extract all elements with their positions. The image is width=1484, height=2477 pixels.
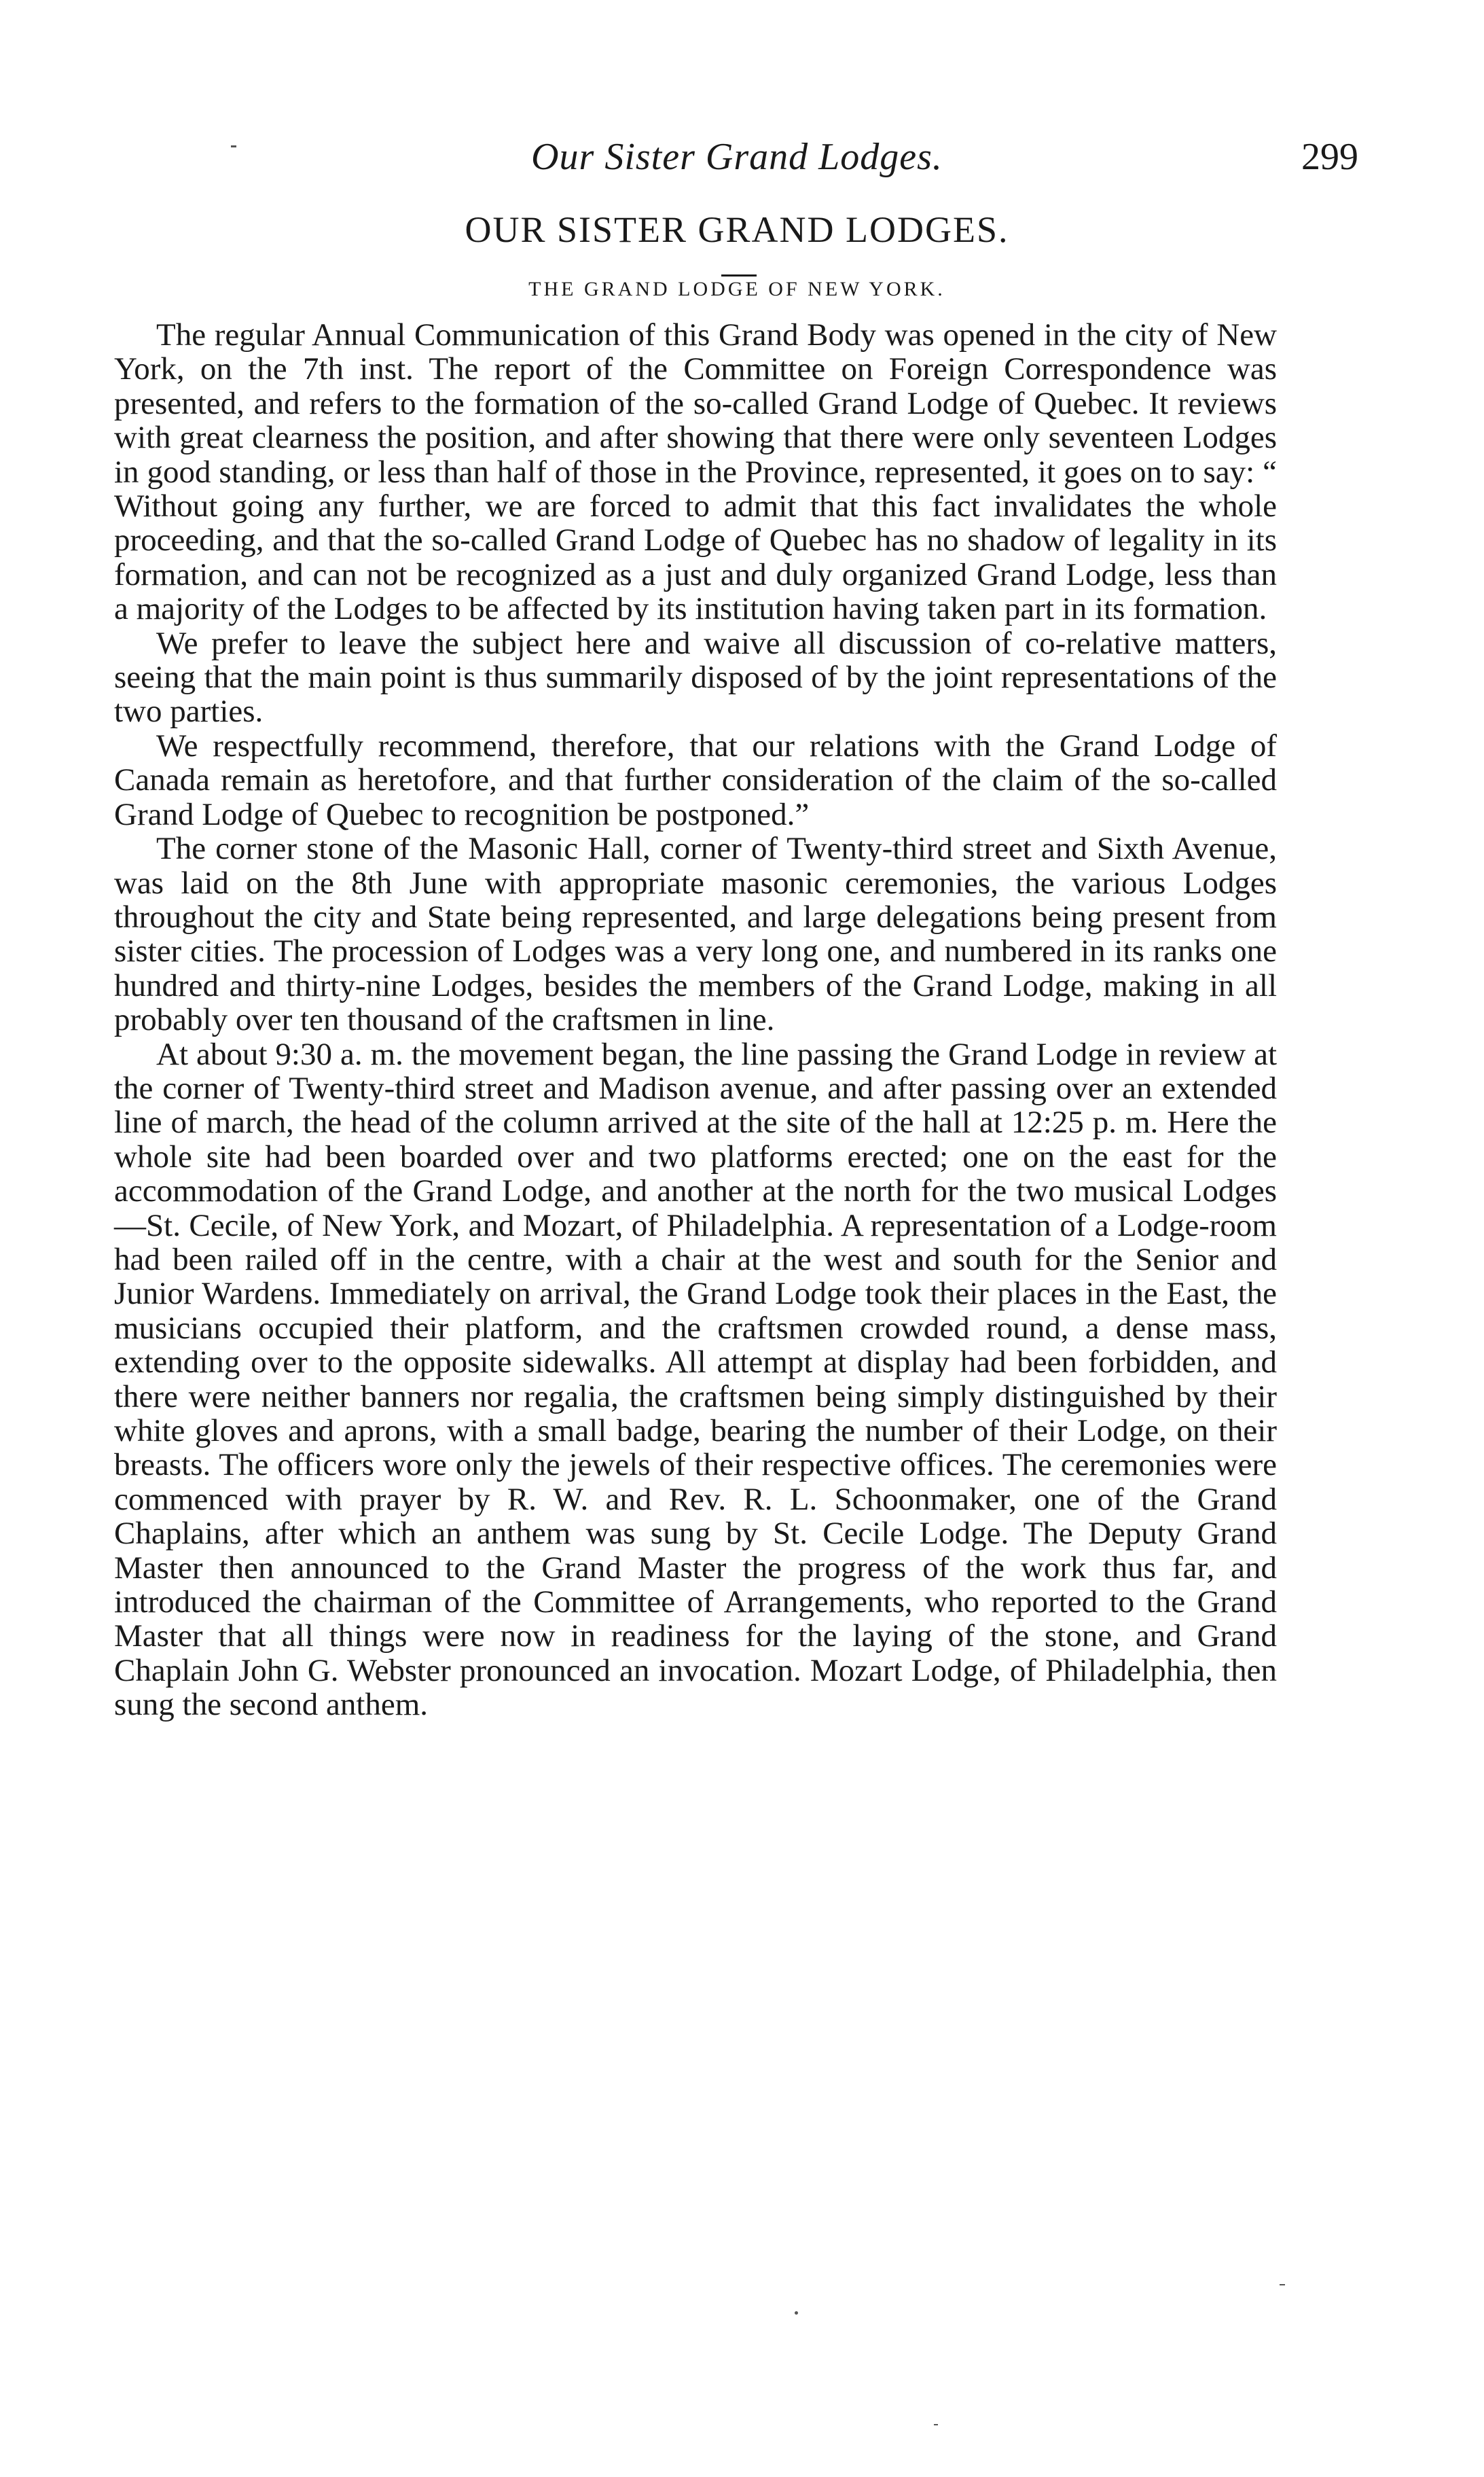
- paragraph-2: We prefer to leave the subject here and waive all discussion of co-relative matters, seeing that the main point is thus summarily disposed of by the joint representations of the two parties.: [114, 625, 1277, 730]
- print-speck: [1280, 2284, 1285, 2285]
- paragraph-3: We respectfully recommend, therefore, that our relations with the Grand Lodge of Canada remain as heretofore, and that further consideration of the claim of the so-called Grand Lodge of Quebec to recognition be postponed.”: [114, 728, 1277, 832]
- article-subtitle: THE GRAND LODGE OF NEW YORK.: [528, 278, 945, 300]
- print-speck: [795, 2311, 798, 2315]
- running-head: [115, 133, 1358, 188]
- paragraph-4: The corner stone of the Masonic Hall, corner of Twenty-third street and Sixth Avenue, was laid on the 8th June with appropriate masonic ceremonies, the various Lodges throughout the city and State being represented, and large delegations being present from sister cities. The procession of Lodges was a very long one, and numbered in its ranks one hundred and thirty-nine Lodges, besides the members of the Grand Lodge, making in all probably over ten thousand of the craftsmen in line.: [114, 831, 1277, 1038]
- page-number: 299: [1301, 136, 1358, 178]
- paragraph-5: At about 9:30 a. m. the movement began, the line passing the Grand Lodge in review at the corner of Twenty-third street and Madison avenue, and after passing over an extended line of march, the head of the column arrived at the site of the hall at 12:25 p. m. Here the whole site had been boarded over and two platforms erected; one on the east for the accommodation of the Grand Lodge, and another at the north for the two musical Lodges—St. Cecile, of New York, and Mozart, of Philadelphia. A representation of a Lodge-room had been railed off in the centre, with a chair at the west and south for the Senior and Junior Wardens. Immediately on arrival, the Grand Lodge took their places in the East, the musicians occupied their platform, and the craftsmen crowded round, a dense mass, extending over to the opposite sidewalks. All attempt at display had been forbidden, and there were neither banners nor regalia, the craftsmen being simply distinguished by their white gloves and aprons, with a small badge, bearing the number of their Lodge, on their breasts. The officers wore only the jewels of their respective offices. The ceremonies were commenced with prayer by R. W. and Rev. R. L. Schoonmaker, one of the Grand Chaplains, after which an anthem was sung by St. Cecile Lodge. The Deputy Grand Master then announced to the Grand Master the progress of the work thus far, and introduced the chairman of the Committee of Arrangements, who reported to the Grand Master that all things were now in readiness for the laying of the stone, and Grand Chaplain John G. Webster pronounced an invocation. Mozart Lodge, of Philadelphia, then sung the second anthem.: [114, 1036, 1277, 1723]
- paragraph-1: The regular Annual Communication of this Grand Body was opened in the city of New York, on the 7th inst. The report of the Committee on Foreign Correspondence was presented, and refers to the formation of the so-called Grand Lodge of Quebec. It reviews with great clearness the position, and after showing that there were only seventeen Lodges in good standing, or less than half of those in the Province, represented, it goes on to say: “ Without going any further, we are forced to admit that this fact invalidates the whole proceeding, and that the so-called Grand Lodge of Quebec has no shadow of legality in its formation, and can not be recognized as a just and duly organized Grand Lodge, less than a majority of the Lodges to be affected by its institution having taken part in its formation.: [114, 317, 1277, 627]
- print-speck: [231, 145, 236, 147]
- article-body: [114, 318, 1277, 1722]
- print-speck: [934, 2424, 938, 2425]
- running-title: Our Sister Grand Lodges.: [531, 136, 943, 178]
- article-title: OUR SISTER GRAND LODGES.: [465, 209, 1009, 250]
